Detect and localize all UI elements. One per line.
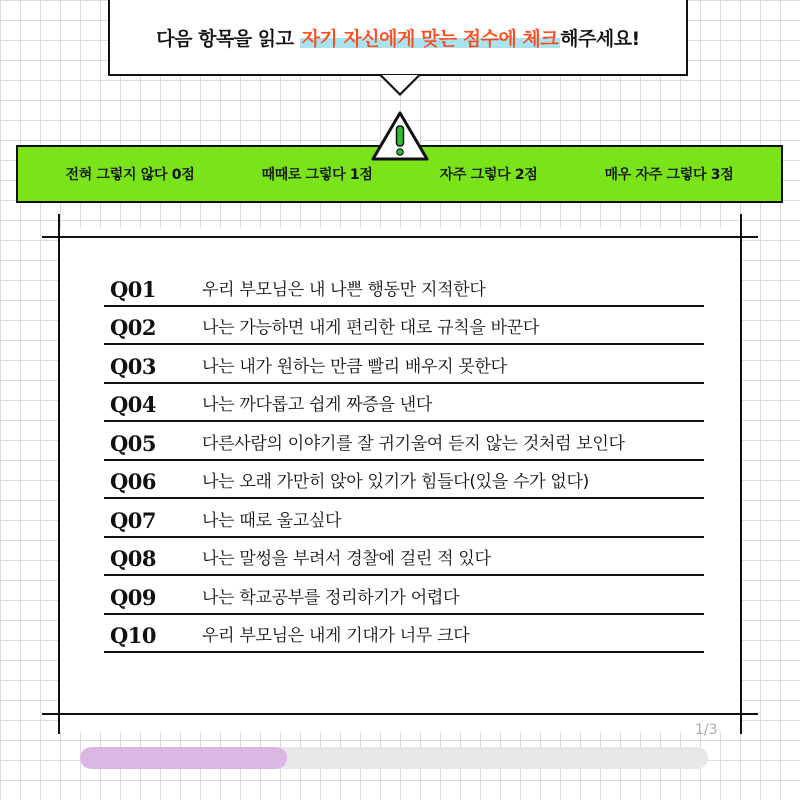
question-list [104, 268, 704, 653]
card-bottom-border [42, 713, 758, 715]
question-text: 나는 가능하면 내게 편리한 대로 규칙을 바꾼다 [202, 318, 539, 338]
exclamation-triangle-icon [370, 110, 430, 162]
question-number: Q04 [110, 392, 157, 417]
scale-item-0: 전혀 그렇지 않다 0점 [65, 167, 195, 183]
question-text: 우리 부모님은 내 나쁜 행동만 지적한다 [202, 279, 486, 300]
question-text: 나는 학교공부를 정리하기가 어렵다 [202, 587, 460, 608]
question-number: Q08 [110, 546, 157, 571]
card-top-border [42, 236, 758, 238]
question-number: Q03 [110, 353, 157, 379]
question-row-3 [104, 345, 704, 384]
question-text: 다른사람의 이야기를 잘 귀기울여 듣지 않는 것처럼 보인다 [202, 433, 625, 454]
question-text: 나는 말썽을 부려서 경찰에 걸린 적 있다 [202, 549, 491, 569]
carousel-progress-fill [80, 747, 287, 769]
question-text: 나는 내가 원하는 만큼 빨리 배우지 못한다 [202, 356, 507, 377]
question-row-7 [104, 499, 704, 538]
bubble-tail-fill [382, 75, 418, 93]
scale-item-2: 자주 그렇다 2점 [439, 167, 538, 183]
question-number: Q10 [110, 623, 157, 648]
question-row-10 [104, 615, 704, 654]
instruction-suffix: 해주세요! [560, 28, 640, 50]
question-number: Q09 [110, 584, 157, 610]
question-row-1 [104, 268, 704, 307]
instruction-bubble [108, 0, 688, 76]
instruction-prefix: 다음 항목을 읽고 [156, 28, 300, 50]
card-left-border [58, 214, 60, 734]
question-row-6 [104, 461, 704, 500]
question-text: 나는 때로 울고싶다 [202, 510, 342, 531]
question-number: Q06 [110, 469, 157, 494]
question-text: 나는 오래 가만히 앉아 있기가 힘들다(있을 수가 없다) [202, 472, 589, 492]
instruction-text [110, 24, 686, 51]
question-number: Q07 [110, 507, 157, 533]
question-text: 나는 까다롭고 쉽게 짜증을 낸다 [202, 395, 433, 415]
scale-item-1: 때때로 그렇다 1점 [261, 167, 373, 183]
question-row-8 [104, 538, 704, 577]
question-number: Q01 [110, 276, 157, 302]
question-row-4 [104, 384, 704, 423]
carousel-progress-track[interactable] [80, 747, 708, 769]
instruction-highlight: 자기 자신에게 맞는 점수에 체크 [301, 28, 559, 50]
question-row-5 [104, 422, 704, 461]
question-row-2 [104, 307, 704, 346]
page-indicator: 1/3 [695, 722, 718, 738]
scale-item-3: 매우 자주 그렇다 3점 [604, 167, 734, 183]
question-number: Q05 [110, 430, 157, 456]
question-number: Q02 [110, 315, 157, 340]
question-text: 우리 부모님은 내게 기대가 너무 크다 [202, 626, 470, 646]
card-right-border [740, 214, 742, 734]
question-row-9 [104, 576, 704, 615]
